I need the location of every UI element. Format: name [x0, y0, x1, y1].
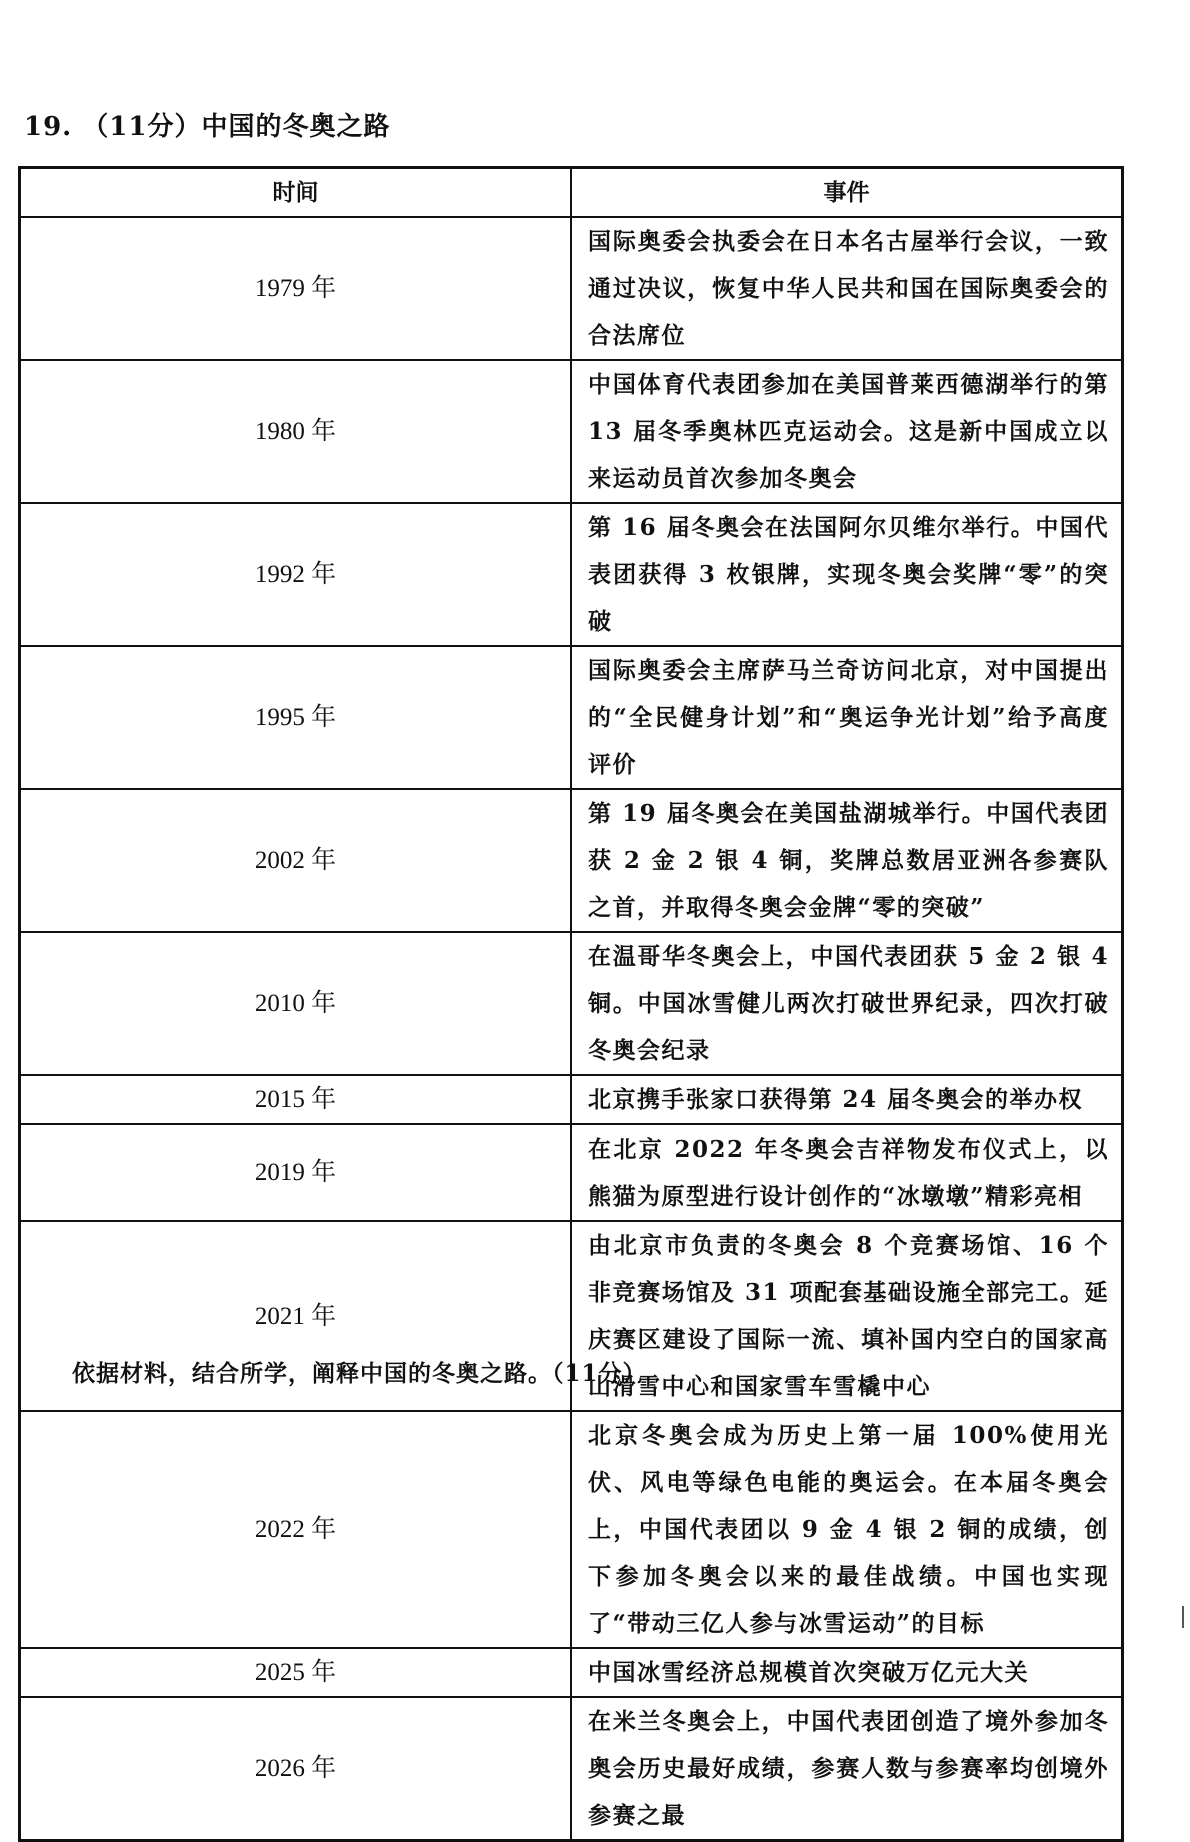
event-cell: 北京携手张家口获得第 24 届冬奥会的举办权 [571, 1075, 1123, 1124]
table-header-row [20, 168, 1123, 218]
year-cell: 2002 年 [20, 789, 572, 932]
table-row [20, 217, 1123, 360]
header-event: 事件 [571, 168, 1123, 218]
event-cell: 国际奥委会主席萨马兰奇访问北京，对中国提出的“全民健身计划”和“奥运争光计划”给予高度评价 [571, 646, 1123, 789]
year-cell: 2015 年 [20, 1075, 572, 1124]
event-cell: 第 19 届冬奥会在美国盐湖城举行。中国代表团获 2 金 2 银 4 铜，奖牌总数居亚洲各参赛队之首，并取得冬奥会金牌“零的突破” [571, 789, 1123, 932]
timeline-table [18, 166, 1124, 1842]
table-row [20, 932, 1123, 1075]
year-cell: 2019 年 [20, 1124, 572, 1221]
year-cell: 1992 年 [20, 503, 572, 646]
event-cell: 在米兰冬奥会上，中国代表团创造了境外参加冬奥会历史最好成绩，参赛人数与参赛率均创境外参赛之最 [571, 1697, 1123, 1841]
year-cell: 2025 年 [20, 1648, 572, 1697]
event-cell: 在温哥华冬奥会上，中国代表团获 5 金 2 银 4 铜。中国冰雪健儿两次打破世界纪录，四次打破冬奥会纪录 [571, 932, 1123, 1075]
table-row [20, 1075, 1123, 1124]
event-cell: 国际奥委会执委会在日本名古屋举行会议，一致通过决议，恢复中华人民共和国在国际奥委会的合法席位 [571, 217, 1123, 360]
table-row [20, 360, 1123, 503]
year-cell: 1995 年 [20, 646, 572, 789]
event-cell: 第 16 届冬奥会在法国阿尔贝维尔举行。中国代表团获得 3 枚银牌，实现冬奥会奖牌“零”的突破 [571, 503, 1123, 646]
table-row [20, 1697, 1123, 1841]
year-cell: 2026 年 [20, 1697, 572, 1841]
year-cell: 2022 年 [20, 1411, 572, 1648]
header-time: 时间 [20, 168, 572, 218]
event-cell: 中国体育代表团参加在美国普莱西德湖举行的第 13 届冬季奥林匹克运动会。这是新中国成立以来运动员首次参加冬奥会 [571, 360, 1123, 503]
year-cell: 1979 年 [20, 217, 572, 360]
table-row [20, 1648, 1123, 1697]
table-row [20, 503, 1123, 646]
event-cell: 中国冰雪经济总规模首次突破万亿元大关 [571, 1648, 1123, 1697]
year-cell: 2021 年 [20, 1221, 572, 1411]
event-cell: 在北京 2022 年冬奥会吉祥物发布仪式上，以熊猫为原型进行设计创作的“冰墩墩”精彩亮相 [571, 1124, 1123, 1221]
question-prompt: 依据材料，结合所学，阐释中国的冬奥之路。（11分） [72, 1360, 647, 1387]
question-title: 19. （11分）中国的冬奥之路 [24, 112, 391, 142]
table-row [20, 1124, 1123, 1221]
event-cell: 由北京市负责的冬奥会 8 个竞赛场馆、16 个非竞赛场馆及 31 项配套基础设施全部完工。延庆赛区建设了国际一流、填补国内空白的国家高山滑雪中心和国家雪车雪橇中心 [571, 1221, 1123, 1411]
year-cell: 2010 年 [20, 932, 572, 1075]
table-row [20, 646, 1123, 789]
scan-margin-mark [1182, 1606, 1184, 1628]
year-cell: 1980 年 [20, 360, 572, 503]
event-cell: 北京冬奥会成为历史上第一届 100%使用光伏、风电等绿色电能的奥运会。在本届冬奥会上，中国代表团以 9 金 4 银 2 铜的成绩，创下参加冬奥会以来的最佳战绩。中国也实现了“带动三亿人参与冰雪运动”的目标 [571, 1411, 1123, 1648]
table-row [20, 789, 1123, 932]
table-row [20, 1411, 1123, 1648]
